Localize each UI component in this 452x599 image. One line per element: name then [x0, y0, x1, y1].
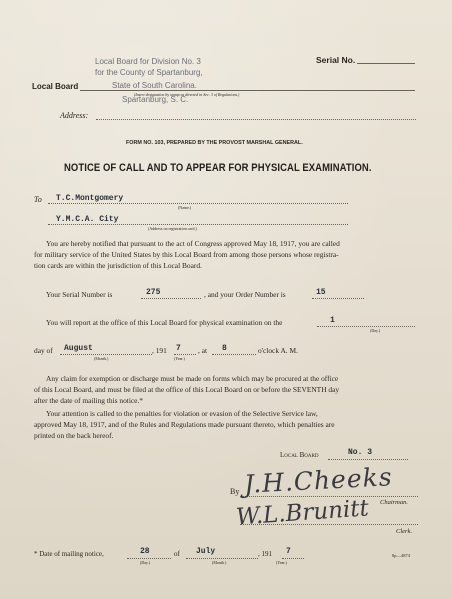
serial-no-label: Serial No.: [316, 55, 356, 65]
paragraph-3-line-2: approved May 18, 1917, and of the Rules and Regulations made pursuant thereto, which penalties are: [34, 420, 335, 429]
hour-value: 8: [222, 344, 227, 353]
clerk-signature: W.L.Brunitt: [235, 495, 370, 531]
date-prefix: day of: [34, 346, 53, 355]
recipient-name: T.C.Montgomery: [56, 194, 124, 203]
month-line: [60, 354, 152, 355]
order-number-line: [312, 298, 364, 299]
chairman-signature: J.H.Cheeks: [243, 462, 394, 499]
form-number: FORM NO. 103, PREPARED BY THE PROVOST MARSHAL GENERAL.: [126, 140, 303, 146]
mail-month-caption: (Month.): [212, 560, 227, 565]
order-prefix: , and your Order Number is: [204, 290, 286, 299]
board-no-line: [328, 459, 408, 460]
print-code: 8p—4874: [392, 553, 410, 558]
mail-year-caption: (Year.): [276, 560, 287, 565]
year-caption: (Year.): [174, 356, 185, 361]
mail-month-value: July: [196, 547, 216, 556]
local-board-sig-label: Local Board: [280, 451, 319, 459]
address-line: [96, 119, 416, 120]
paragraph-1-line-1: You are hereby notified that pursuant to the act of Congress approved May 18, 1917, you are called: [46, 239, 340, 248]
report-day-line: [317, 326, 415, 327]
insert-note: (Insert designation by stamp as directed in Sec. 3 of Regulations.): [134, 92, 240, 97]
notice-title: NOTICE OF CALL AND TO APPEAR FOR PHYSICAL EXAMINATION.: [64, 162, 372, 174]
year-value: 7: [176, 344, 181, 353]
mail-day-value: 28: [140, 547, 150, 556]
chairman-caption: Chairman.: [380, 499, 408, 506]
recipient-address: Y.M.C.A. City: [56, 215, 119, 224]
report-text: You will report at the office of this Local Board for physical examination on the: [46, 318, 283, 327]
paragraph-3-line-1: Your attention is called to the penalties for violation or evasion of the Selective Service law,: [46, 409, 318, 418]
address-label: Address:: [60, 111, 89, 120]
order-number-value: 15: [316, 288, 326, 297]
to-label: To: [34, 195, 42, 204]
time-suffix: o'clock A. M.: [258, 346, 298, 355]
stamp-line-3: State of South Carolina.: [112, 81, 197, 90]
year-line: [174, 354, 196, 355]
at-label: , at: [198, 346, 208, 355]
board-no-value: No. 3: [348, 448, 373, 457]
year-prefix: , 191: [152, 346, 167, 355]
mail-day-line: [127, 558, 171, 559]
paragraph-2-line-3: after the date of mailing this notice.*: [34, 396, 143, 405]
clerk-caption: Clerk.: [396, 528, 413, 535]
serial-number-value: 275: [146, 288, 161, 297]
mailing-label: * Date of mailing notice,: [34, 550, 104, 558]
mail-of-label: of: [174, 550, 180, 558]
address-caption: (Address on registration card.): [148, 226, 197, 231]
report-day-caption: (Day.): [370, 328, 381, 333]
recipient-address-line: [48, 224, 348, 225]
hour-line: [212, 354, 256, 355]
paragraph-2-line-1: Any claim for exemption or discharge must be made on forms which may be procured at the office: [46, 374, 339, 383]
name-caption: (Name.): [178, 205, 192, 210]
month-value: August: [64, 344, 93, 353]
mail-month-line: [186, 558, 258, 559]
serial-no-line: [357, 63, 415, 64]
paragraph-1-line-2: for military service of the United States by this Local Board from among those persons whose registra-: [34, 250, 339, 259]
local-board-label: Local Board: [32, 82, 79, 91]
report-day-value: 1: [330, 316, 335, 325]
mail-day-caption: (Day.): [140, 560, 151, 565]
paragraph-3-line-3: printed on the back hereof.: [34, 431, 114, 440]
serial-prefix: Your Serial Number is: [46, 290, 113, 299]
stamp-line-1: Local Board for Division No. 3: [95, 57, 201, 66]
paragraph-1-line-3: tion cards are within the jurisdiction of this Local Board.: [34, 261, 202, 270]
mail-year-prefix: , 191: [258, 550, 272, 558]
mail-year-line: [282, 558, 304, 559]
stamp-line-4: Spartanburg, S. C.: [122, 95, 189, 104]
serial-number-line: [141, 298, 201, 299]
mail-year-value: 7: [286, 547, 291, 556]
name-line: [48, 203, 348, 204]
paragraph-2-line-2: of this Local Board, and must be filed at the office of this Local Board on or before the SEVENTH day: [34, 385, 340, 394]
local-board-line: [80, 90, 415, 91]
stamp-line-2: for the County of Spartanburg,: [95, 68, 203, 77]
month-caption: (Month.): [94, 356, 109, 361]
by-label: By: [230, 487, 240, 496]
